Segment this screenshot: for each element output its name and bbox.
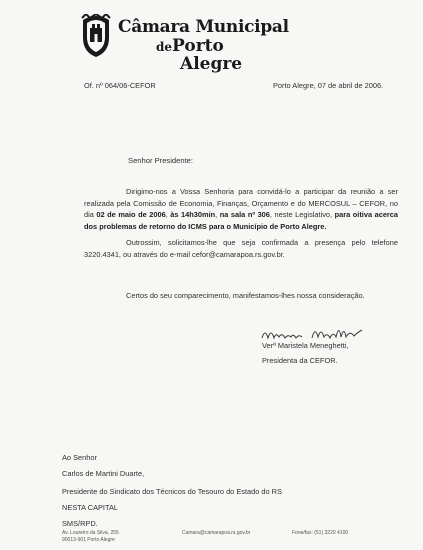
letterhead-subtitle: dePorto — [156, 36, 224, 56]
body-paragraph-closing: Certos do seu comparecimento, manifestamos-lhes nossa consideração. — [126, 291, 365, 300]
letterhead-city: Alegre — [180, 54, 243, 74]
recipient-dept: SMS/RPD. — [62, 519, 98, 528]
city-crest-icon — [80, 14, 112, 58]
signer-name: Verª Maristela Meneghetti, — [262, 341, 349, 350]
recipient-name: Carlos de Martini Duarte, — [62, 469, 145, 478]
letterhead-title: Câmara Municipal — [118, 17, 289, 37]
footer-address: Av. Loureiro da Silva, 255 90013-901 Porto Alegre — [62, 530, 119, 543]
footer-phone: Fone/fax: (51) 3220 4100 — [292, 530, 349, 536]
recipient-line: Ao Senhor — [62, 453, 97, 462]
letterhead — [80, 14, 289, 78]
footer-email: Camara@camarapoa.rs.gov.br — [182, 530, 251, 536]
body-paragraph-confirmation: Outrossim, solicitamos-lhe que seja confirmada a presença pelo telefone 3220.4341, ou através do e-mail cefor@camarapoa.rs.gov.br. — [84, 238, 398, 259]
reference-number: Of. nº 064/06-CEFOR — [84, 81, 156, 90]
body-paragraph-invitation: Dirigimo-nos a Vossa Senhoria para convidá-lo a participar da reunião a ser realizada pela Comissão de Economia, Finanças, Orçamento e do MERCOSUL – CEFOR, no dia 02 de maio de 2006, às 14h30min, na sala nº 306, neste Legislativo, para oitiva acerca dos problemas de retorno do ICMS para o Município de Porto Alegre. — [84, 187, 399, 231]
signer-role: Presidenta da CEFOR. — [262, 356, 338, 365]
salutation: Senhor Presidente: — [128, 156, 194, 165]
recipient-city: NESTA CAPITAL — [62, 503, 118, 512]
letter-date: Porto Alegre, 07 de abril de 2006. — [273, 81, 384, 90]
recipient-title: Presidente do Sindicato dos Técnicos do Tesouro do Estado do RS — [62, 487, 282, 496]
